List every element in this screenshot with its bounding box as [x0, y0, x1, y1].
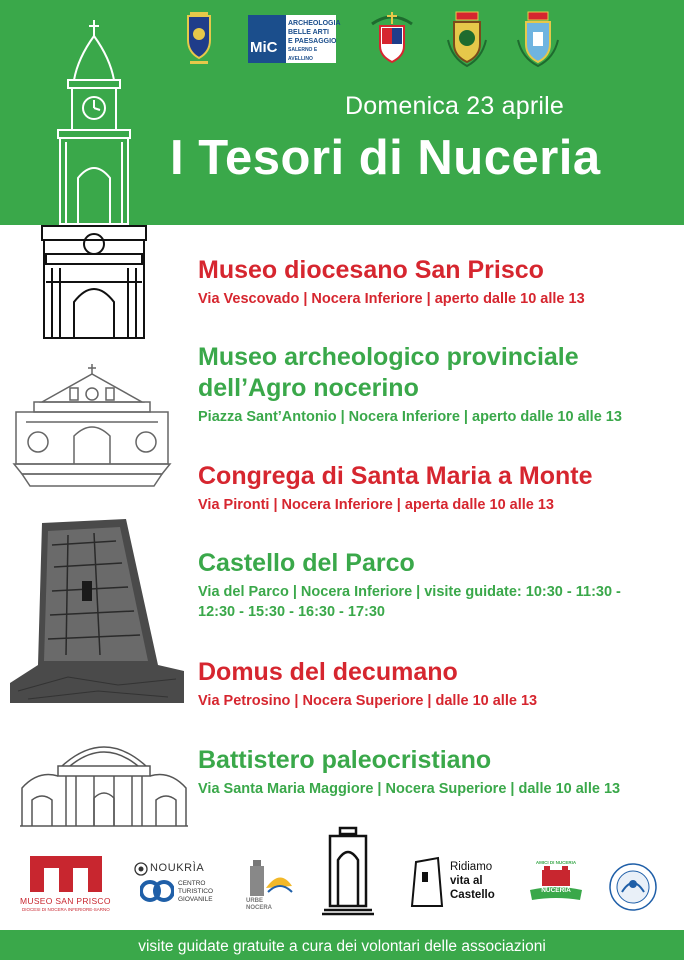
ridiamo-line3: Castello: [450, 889, 495, 901]
venue-name: Domus del decumano: [198, 658, 458, 686]
province-crest-icon: [178, 10, 220, 68]
urbe-nocera-logo: [244, 858, 296, 918]
venue-info: Via Santa Maria Maggiore | Nocera Superiore | dalle 10 alle 13: [198, 781, 621, 797]
mic-logo-line4: SALERNO E AVELLINO: [288, 47, 318, 62]
venue-name-line1: Museo archeologico provinciale: [198, 343, 579, 371]
venue-name: Congrega di Santa Maria a Monte: [198, 462, 593, 490]
museo-san-prisco-sub: DIOCESI DI NOCERA INFERIORE-SARNO: [22, 907, 110, 912]
partner-logos: [0, 820, 684, 930]
venue-battistero: [198, 745, 668, 799]
clock-tower-illustration: [38, 18, 150, 340]
mic-logo: [248, 15, 341, 63]
ridiamo-line2: vita al: [450, 875, 483, 887]
venue-info: Piazza Sant’Antonio | Nocera Inferiore | aperto dalle 10 alle 13: [198, 409, 622, 425]
museo-san-prisco-logo: [14, 856, 116, 916]
museum-facade-illustration: [12, 362, 172, 490]
venue-museo-archeologico: [198, 342, 668, 427]
urbe-line1: URBE: [246, 898, 264, 904]
venue-info: Via Vescovado | Nocera Inferiore | aperto dalle 10 alle 13: [198, 291, 585, 307]
nuceria-castle-icon: [528, 866, 584, 906]
municipality-crest-icon: [446, 10, 488, 68]
mic-logo-line3: E PAESAGGIO: [288, 38, 337, 45]
venue-museo-diocesano: [198, 255, 668, 309]
venue-info: Via Pironti | Nocera Inferiore | aperta dalle 10 alle 13: [198, 497, 555, 513]
noukria-cg-icon: [140, 878, 174, 904]
event-date: Domenica 23 aprile: [345, 92, 564, 120]
arch-gate-icon: [320, 826, 376, 916]
nuceria-badge-top: AMICI DI NUCERIA: [535, 860, 577, 865]
venue-info-line1: Via del Parco | Nocera Inferiore | visite guidate: 10:30 - 11:30 -: [198, 584, 621, 600]
urbe-monument-icon: [244, 858, 294, 898]
museo-m-icon: [30, 856, 102, 892]
venue-name-line2: dell’Agro nocerino: [198, 374, 419, 402]
footer-text: visite guidate gratuite a cura dei volontari delle associazioni: [138, 938, 546, 955]
ridiamo-vita-logo: [408, 856, 512, 916]
diocese-crest-icon: [368, 10, 416, 68]
noukria-logo: [134, 860, 226, 920]
venue-name: Battistero paleocristiano: [198, 746, 492, 774]
venue-info-line2: 12:30 - 15:30 - 16:30 - 17:30: [198, 604, 385, 620]
venue-domus-decumano: [198, 657, 668, 711]
venue-info: Via Petrosino | Nocera Superiore | dalle 10 alle 13: [198, 693, 538, 709]
museo-san-prisco-name: MUSEO SAN PRISCO: [20, 896, 111, 906]
venue-name: Museo diocesano San Prisco: [198, 256, 544, 284]
noukria-emblem-icon: [134, 862, 148, 876]
mic-logo-line1: ARCHEOLOGIA: [288, 20, 341, 27]
baptistery-section-illustration: [18, 728, 190, 830]
noukria-line1: CENTRO: [178, 880, 206, 887]
noukria-line2: TURISTICO: [178, 888, 214, 895]
noukria-line3: GIOVANILE: [178, 896, 213, 903]
town-crest-icon: [516, 10, 560, 68]
noukria-name: NOUKRÌA: [150, 862, 205, 874]
venue-castello-del-parco: [198, 548, 668, 622]
event-title: I Tesori di Nuceria: [170, 131, 601, 185]
mic-logo-letters: MiC: [250, 39, 278, 56]
castle-ruin-illustration: [8, 515, 186, 707]
mic-logo-line2: BELLE ARTI: [288, 29, 329, 36]
venue-congrega-santa-maria: [198, 461, 668, 515]
amici-nuceria-logo: [528, 860, 584, 910]
urbe-line2: NOCERA: [246, 905, 273, 911]
association-seal-icon: [608, 862, 658, 912]
venue-name: Castello del Parco: [198, 549, 415, 577]
ridiamo-tower-icon: [408, 856, 444, 908]
ridiamo-line1: Ridiamo: [450, 861, 493, 873]
footer-banner: [0, 930, 684, 960]
nuceria-badge-name: NUCERIA: [541, 887, 571, 894]
